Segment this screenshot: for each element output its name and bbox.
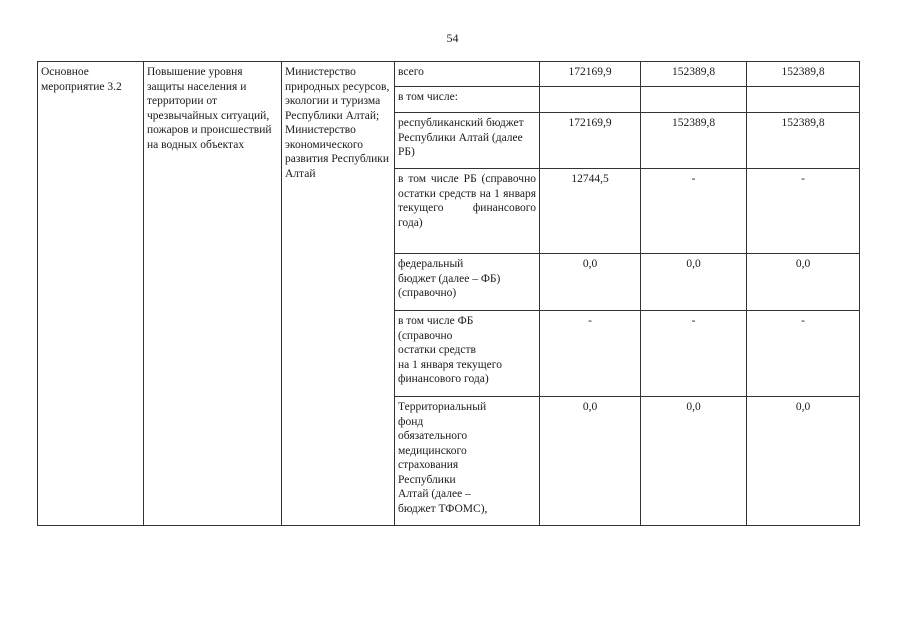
goal-cell: Повышение уровня защиты населения и территории от чрезвычайных ситуаций, пожаров и происшествий на водных объектах [144, 62, 282, 526]
table-row [38, 62, 860, 87]
value-cell: - [641, 169, 747, 254]
row-label: республиканский бюджет Республики Алтай (далее РБ) [395, 113, 540, 169]
value-cell: 172169,9 [540, 62, 641, 87]
value-cell: 152389,8 [641, 62, 747, 87]
value-cell: - [540, 311, 641, 397]
value-cell: 0,0 [540, 254, 641, 311]
event-cell: Основное мероприятие 3.2 [38, 62, 144, 526]
row-label: в том числе РБ (справочно остатки средств на 1 января текущего финансового года) [395, 169, 540, 254]
executor-cell: Министерство природных ресурсов, экологии и туризма Республики Алтай; Министерство экономического развития Республики Алтай [282, 62, 395, 526]
value-cell: - [641, 311, 747, 397]
value-cell: 172169,9 [540, 113, 641, 169]
value-cell: 0,0 [747, 397, 860, 526]
value-cell: 0,0 [641, 254, 747, 311]
value-cell: - [747, 311, 860, 397]
row-label: в том числе ФБ (справочно остатки средств на 1 января текущего финансового года) [395, 311, 540, 397]
budget-table [37, 61, 860, 526]
value-cell [540, 87, 641, 113]
value-cell [747, 87, 860, 113]
row-label: Территориальный фонд обязательного медицинского страхования Республики Алтай (далее – бюджет ТФОМС), [395, 397, 540, 526]
page-number: 54 [446, 31, 459, 45]
row-label: в том числе: [395, 87, 540, 113]
value-cell: 0,0 [540, 397, 641, 526]
value-cell: 152389,8 [641, 113, 747, 169]
value-cell: 152389,8 [747, 62, 860, 87]
row-label: всего [395, 62, 540, 87]
value-cell: 12744,5 [540, 169, 641, 254]
value-cell: - [747, 169, 860, 254]
value-cell: 0,0 [641, 397, 747, 526]
value-cell: 152389,8 [747, 113, 860, 169]
value-cell [641, 87, 747, 113]
row-label: федеральный бюджет (далее – ФБ) (справочно) [395, 254, 540, 311]
value-cell: 0,0 [747, 254, 860, 311]
